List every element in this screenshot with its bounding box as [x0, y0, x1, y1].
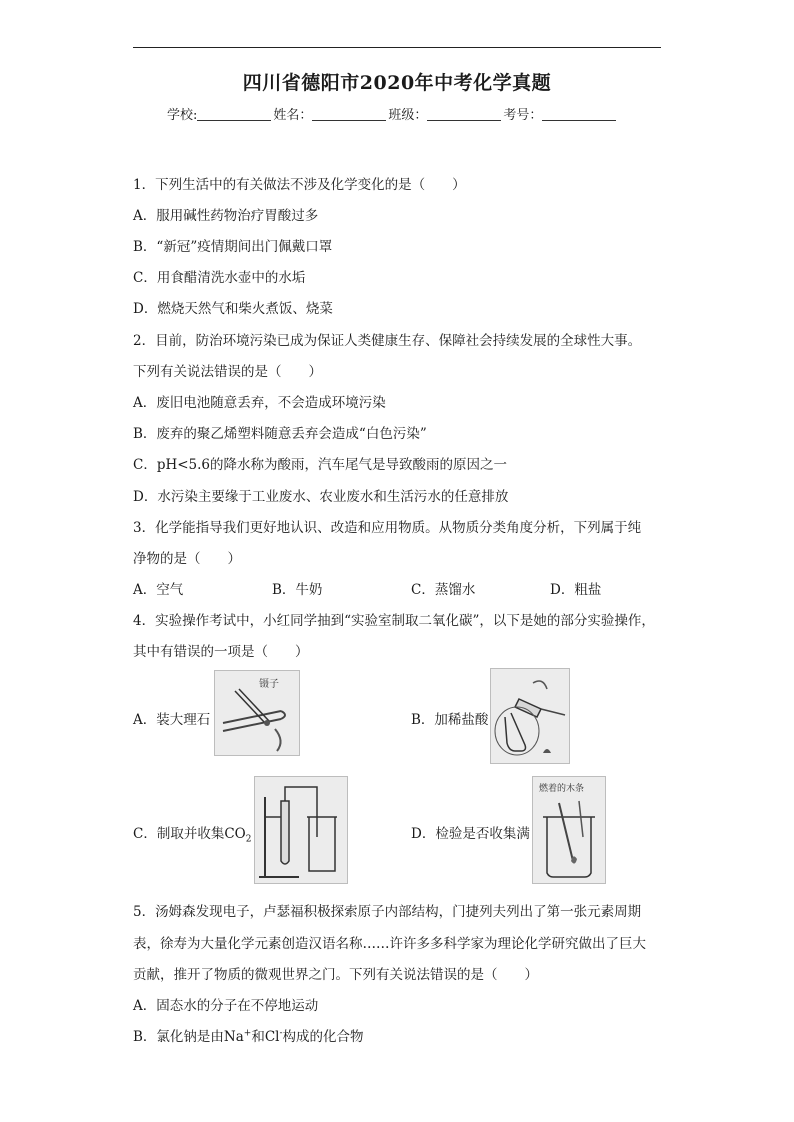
question-3-option-a: A．空气 — [133, 582, 184, 598]
exam-number-label: 考号： — [503, 108, 543, 123]
question-3-option-b: B．牛奶 — [272, 582, 323, 598]
question-4-stem-line-1: 4．实验操作考试中，小红同学抽到“实验室制取二氧化碳”，以下是她的部分实验操作， — [133, 613, 655, 629]
question-2-option-d: D．水污染主要缘于工业废水、农业废水和生活污水的任意排放 — [133, 489, 509, 505]
question-2-option-a: A．废旧电池随意丢弃，不会造成环境污染 — [133, 395, 386, 411]
figure-prepare-collect-co2 — [254, 776, 348, 884]
question-4-option-c — [133, 822, 251, 845]
gas-generation-apparatus-illustration — [255, 777, 347, 883]
question-2-stem-line-2: 下列有关说法错误的是（ ） — [133, 364, 322, 380]
question-3-option-d: D．粗盐 — [550, 582, 602, 598]
student-info-line — [167, 104, 618, 123]
tweezers-test-tube-illustration — [215, 671, 299, 755]
question-5-stem-line-2: 表，徐寿为大量化学元素创造汉语名称……许许多多科学家为理论化学研究做出了巨大 — [133, 936, 646, 952]
name-label: 姓名： — [273, 108, 313, 123]
question-5-option-b-prefix: B．氯化钠是由Na — [133, 1029, 244, 1045]
question-1-option-b: B．“新冠”疫情期间出门佩戴口罩 — [133, 239, 333, 255]
tweezers-label: 镊子 — [259, 679, 279, 690]
sodium-ion-charge: + — [243, 1028, 252, 1039]
pouring-acid-illustration — [491, 669, 569, 763]
question-5-option-b-suffix: 构成的化合物 — [282, 1029, 364, 1045]
school-label: 学校: — [167, 108, 198, 123]
figure-check-collection — [532, 776, 606, 884]
question-1-option-c: C．用食醋清洗水壶中的水垢 — [133, 270, 306, 286]
question-4-option-d: D．检验是否收集满 — [411, 826, 530, 842]
question-3-option-c: C．蒸馏水 — [411, 582, 476, 598]
question-2-option-c: C．pH<5.6的降水称为酸雨，汽车尾气是导致酸雨的原因之一 — [133, 457, 508, 473]
question-4-option-b: B．加稀盐酸 — [411, 712, 489, 728]
question-4-stem-line-2: 其中有错误的一项是（ ） — [133, 644, 309, 660]
question-5-option-a: A．固态水的分子在不停地运动 — [133, 998, 319, 1014]
page-title: 四川省德阳市2020年中考化学真题 — [242, 72, 552, 94]
co2-subscript: 2 — [245, 834, 252, 845]
school-blank — [197, 108, 271, 121]
question-4-option-a: A．装大理石 — [133, 712, 211, 728]
question-3-stem-line-2: 净物的是（ ） — [133, 551, 241, 567]
question-5-stem-line-3: 贡献，推开了物质的微观世界之门。下列有关说法错误的是（ ） — [133, 967, 538, 983]
question-5-stem-line-1: 5．汤姆森发现电子，卢瑟福积极探索原子内部结构，门捷列夫列出了第一张元素周期 — [133, 904, 642, 920]
question-5-option-b — [133, 1025, 364, 1045]
chloride-ion-charge: - — [279, 1028, 283, 1039]
name-blank — [312, 108, 386, 121]
burning-stick-test-illustration — [533, 777, 605, 883]
class-blank — [427, 108, 501, 121]
figure-load-marble — [214, 670, 300, 756]
header-rule — [133, 47, 661, 48]
question-3-stem-line-1: 3．化学能指导我们更好地认识、改造和应用物质。从物质分类角度分析，下列属于纯 — [133, 520, 642, 536]
question-1-stem: 1．下列生活中的有关做法不涉及化学变化的是（ ） — [133, 177, 466, 193]
question-2-option-b: B．废弃的聚乙烯塑料随意丢弃会造成“白色污染” — [133, 426, 427, 442]
exam-number-blank — [542, 108, 616, 121]
class-label: 班级： — [388, 108, 428, 123]
question-1-option-d: D．燃烧天然气和柴火煮饭、烧菜 — [133, 301, 333, 317]
burning-stick-label: 燃着的木条 — [539, 784, 585, 794]
question-4-option-c-text: C．制取并收集CO — [133, 826, 246, 842]
question-2-stem-line-1: 2．目前，防治环境污染已成为保证人类健康生存、保障社会持续发展的全球性大事。 — [133, 333, 642, 349]
question-1-option-a: A．服用碱性药物治疗胃酸过多 — [133, 208, 319, 224]
figure-add-acid — [490, 668, 570, 764]
question-5-option-b-mid: 和Cl — [251, 1029, 280, 1045]
